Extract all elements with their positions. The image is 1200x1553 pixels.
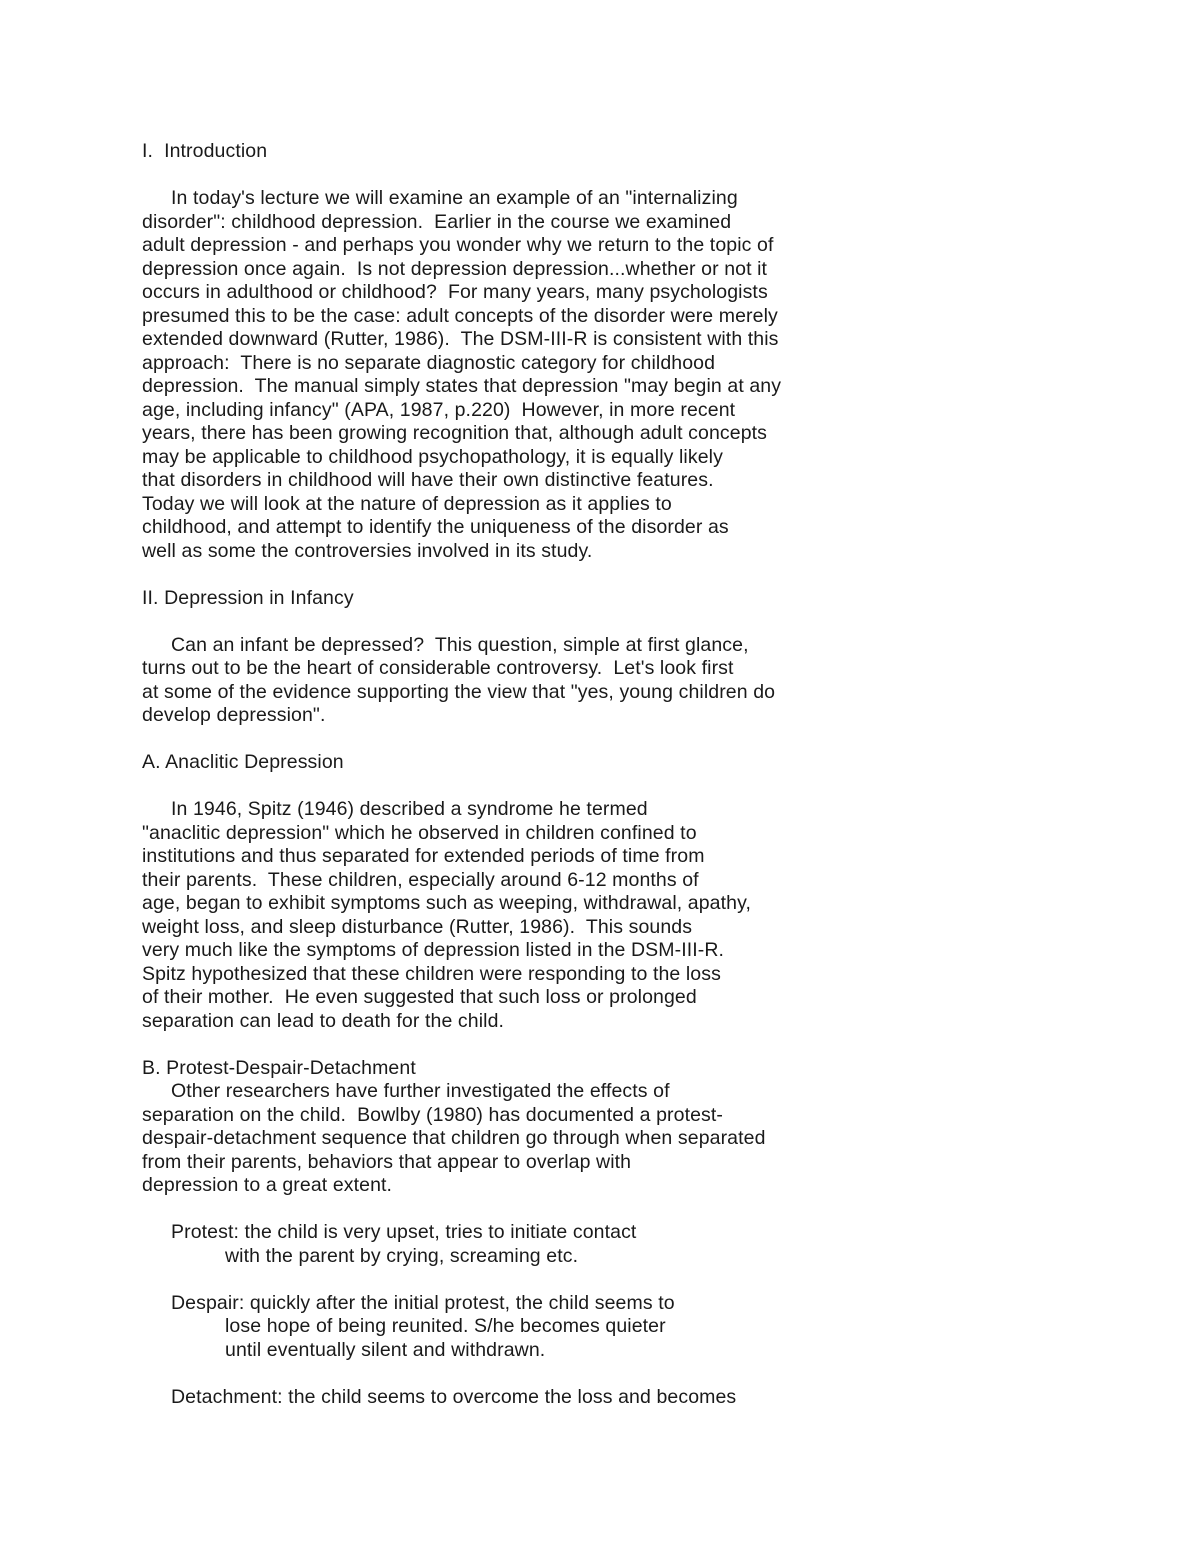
text-line: childhood, and attempt to identify the uniqueness of the disorder as — [142, 516, 729, 538]
text-line: years, there has been growing recognition that, although adult concepts — [142, 422, 768, 444]
blank-line — [142, 775, 1142, 799]
text-line: Despair: quickly after the initial protest, the child seems to — [171, 1291, 675, 1314]
text-line: institutions and thus separated for extended periods of time from — [142, 845, 705, 867]
text-line: extended downward (Rutter, 1986). The DSM-III-R is consistent with this — [142, 328, 779, 350]
text-line: well as some the controversies involved in its study. — [142, 539, 593, 562]
blank-line — [142, 1198, 1142, 1222]
text-line: their parents. These children, especially around 6-12 months of — [142, 868, 699, 891]
text-line: Spitz hypothesized that these children were responding to the loss — [142, 962, 721, 985]
text-line: Today we will look at the nature of depression as it applies to — [142, 492, 672, 515]
text-line: at some of the evidence supporting the view that "yes, young children do — [142, 680, 776, 703]
section-heading: I. Introduction — [142, 140, 268, 162]
text-line: separation can lead to death for the child. — [142, 1009, 505, 1032]
text-line: occurs in adulthood or childhood? For many years, many psychologists — [142, 281, 768, 303]
text-line: "anaclitic depression" which he observed in children confined to — [142, 821, 697, 844]
section-heading: A. Anaclitic Depression — [142, 751, 344, 773]
text-line: very much like the symptoms of depression listed in the DSM-III-R. — [142, 939, 725, 961]
text-line: In 1946, Spitz (1946) described a syndrome he termed — [171, 798, 648, 820]
text-line: disorder": childhood depression. Earlier in the course we examined — [142, 210, 732, 233]
text-line: may be applicable to childhood psychopathology, it is equally likely — [142, 445, 723, 468]
text-line: lose hope of being reunited. S/he becomes quieter — [225, 1315, 666, 1337]
document-page — [142, 140, 1142, 1409]
text-line: adult depression - and perhaps you wonder why we return to the topic of — [142, 234, 774, 256]
text-line: Detachment: the child seems to overcome the loss and becomes — [171, 1385, 737, 1408]
text-line: In today's lecture we will examine an example of an "internalizing — [171, 187, 738, 209]
text-line: depression to a great extent. — [142, 1174, 393, 1196]
text-line: weight loss, and sleep disturbance (Rutter, 1986). This sounds — [142, 915, 693, 938]
text-line: until eventually silent and withdrawn. — [225, 1338, 546, 1361]
text-line: turns out to be the heart of considerable controversy. Let's look first — [142, 657, 734, 679]
text-line: with the parent by crying, screaming etc. — [225, 1244, 579, 1267]
section-heading: B. Protest-Despair-Detachment — [142, 1056, 416, 1079]
text-line: depression. The manual simply states that depression "may begin at any — [142, 375, 782, 397]
blank-line — [142, 1362, 1142, 1386]
blank-line — [142, 563, 1142, 587]
text-line: despair-detachment sequence that children go through when separated — [142, 1127, 766, 1149]
blank-line — [142, 1268, 1142, 1292]
text-line: that disorders in childhood will have their own distinctive features. — [142, 469, 714, 491]
text-line: from their parents, behaviors that appear to overlap with — [142, 1150, 632, 1173]
text-line: Protest: the child is very upset, tries to initiate contact — [171, 1221, 637, 1243]
text-line: develop depression". — [142, 704, 326, 726]
text-line: presumed this to be the case: adult concepts of the disorder were merely — [142, 304, 778, 327]
text-line: Other researchers have further investigated the effects of — [171, 1080, 670, 1102]
blank-line — [142, 610, 1142, 634]
section-heading: II. Depression in Infancy — [142, 586, 354, 609]
text-line: of their mother. He even suggested that such loss or prolonged — [142, 986, 697, 1008]
blank-line — [142, 728, 1142, 752]
text-line: approach: There is no separate diagnostic category for childhood — [142, 351, 716, 374]
text-line: age, began to exhibit symptoms such as weeping, withdrawal, apathy, — [142, 892, 752, 914]
text-line: age, including infancy" (APA, 1987, p.220) However, in more recent — [142, 398, 736, 421]
text-line: separation on the child. Bowlby (1980) has documented a protest- — [142, 1103, 724, 1126]
text-line: depression once again. Is not depression depression...whether or not it — [142, 257, 768, 280]
text-line: Can an infant be depressed? This question, simple at first glance, — [171, 633, 749, 656]
blank-line — [142, 164, 1142, 188]
blank-line — [142, 1033, 1142, 1057]
